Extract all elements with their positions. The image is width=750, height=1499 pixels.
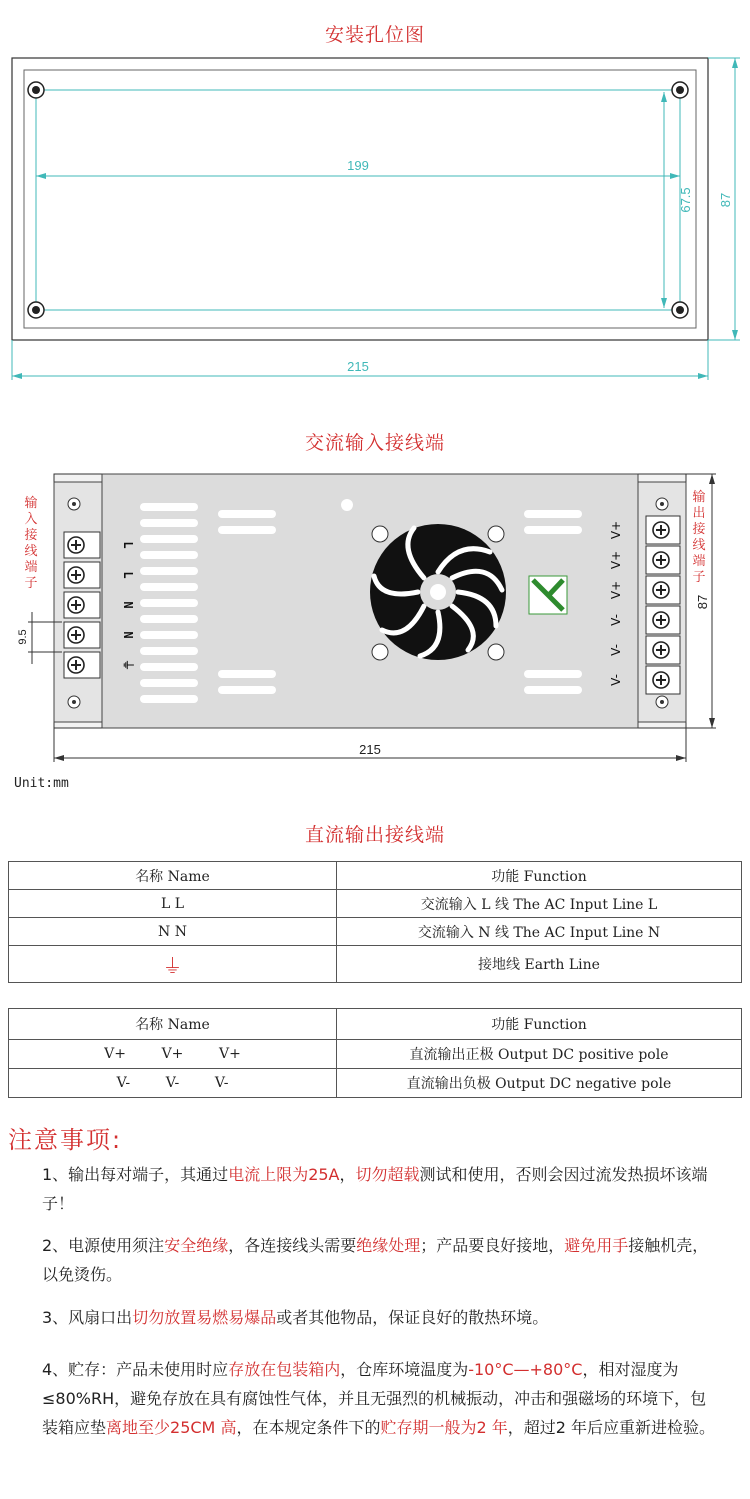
terminal-label-v-plus-1: V+ [609,520,623,540]
table-header-function: 功能 Function [337,862,742,890]
fan-icon [370,524,506,660]
note-3: 3、风扇口出切勿放置易燃易爆品或者其他物品，保证良好的散热环境。 [42,1308,549,1327]
dc-output-title: 直流输出接线端 [304,824,445,846]
table-cell: V+ V+ V+ [9,1040,337,1069]
input-terminal-label: 输入接线端子 [24,496,38,591]
table-cell: 交流输入 L 线 The AC Input Line L [337,890,742,918]
table-cell: L L [9,890,337,918]
table-row [9,946,742,983]
output-terminal-label: 输出接线端子 [692,490,706,585]
ac-terminal-table [8,861,742,983]
note-1: 1、输出每对端子，其通过电流上限为25A，切勿超载测试和使用，否则会因过流发热损坏该端子！ [42,1165,708,1213]
unit-label: Unit:mm [14,776,69,791]
ac-input-title: 交流输入接线端 [304,432,445,454]
table-cell: 接地线 Earth Line [337,946,742,983]
terminal-label-l2: L [121,571,135,579]
note-2: 2、电源使用须注安全绝缘，各连接线头需要绝缘处理；产品要良好接地，避免用手接触机壳，以免烫伤。 [42,1236,709,1284]
terminal-label-n2: N [121,631,135,639]
table-cell: 直流输出负极 Output DC negative pole [337,1069,742,1098]
dim-67-5: 67.5 [678,187,693,213]
dc-terminal-table [8,1008,742,1098]
terminal-label-v-plus-3: V+ [609,580,623,600]
table-row [9,918,742,946]
terminal-label-v-minus-1: V- [609,614,623,626]
table-cell: N N [9,918,337,946]
mounting-hole-diagram [0,0,750,400]
dim-215-top: 215 [347,359,369,374]
table-cell: 交流输入 N 线 The AC Input Line N [337,918,742,946]
terminal-label-n1: N [121,601,135,609]
terminal-diagram [0,460,750,790]
table-header [9,862,742,890]
table-header [9,1009,742,1040]
terminal-label-v-plus-2: V+ [609,550,623,570]
table-cell: V- V- V- [9,1069,337,1098]
table-cell: 直流输出正极 Output DC positive pole [337,1040,742,1069]
table-row [9,1040,742,1069]
table-header-function: 功能 Function [337,1009,742,1040]
mounting-holes-title: 安装孔位图 [324,24,425,46]
dim-87-top: 87 [718,192,733,208]
table-header-name: 名称 Name [9,862,337,890]
dim-9-5: 9.5 [17,629,29,645]
dim-199: 199 [347,158,369,173]
terminal-label-v-minus-2: V- [609,644,623,656]
table-row [9,890,742,918]
terminal-label-v-minus-3: V- [609,674,623,686]
brand-logo-icon [529,576,567,614]
table-header-name: 名称 Name [9,1009,337,1040]
terminal-label-earth: ⏚ [121,658,135,672]
note-4: 4、贮存：产品未使用时应存放在包装箱内，仓库环境温度为-10°C—+80°C，相对湿度为≤80%RH，避免存放在具有腐蚀性气体，并且无强烈的机械振动，冲击和强磁场的环境下，包装箱应垫离地至少25CM 高，在本规定条件下的贮存期一般为2 年，超过2 年后应重新进检验。 [42,1360,716,1437]
dim-87-bottom: 87 [695,594,710,610]
notes-title: 注意事项: [8,1126,123,1154]
table-row [9,1069,742,1098]
earth-symbol-icon: ⏚ [9,946,337,983]
dim-215-bottom: 215 [359,742,381,757]
terminal-label-l1: L [121,541,135,549]
